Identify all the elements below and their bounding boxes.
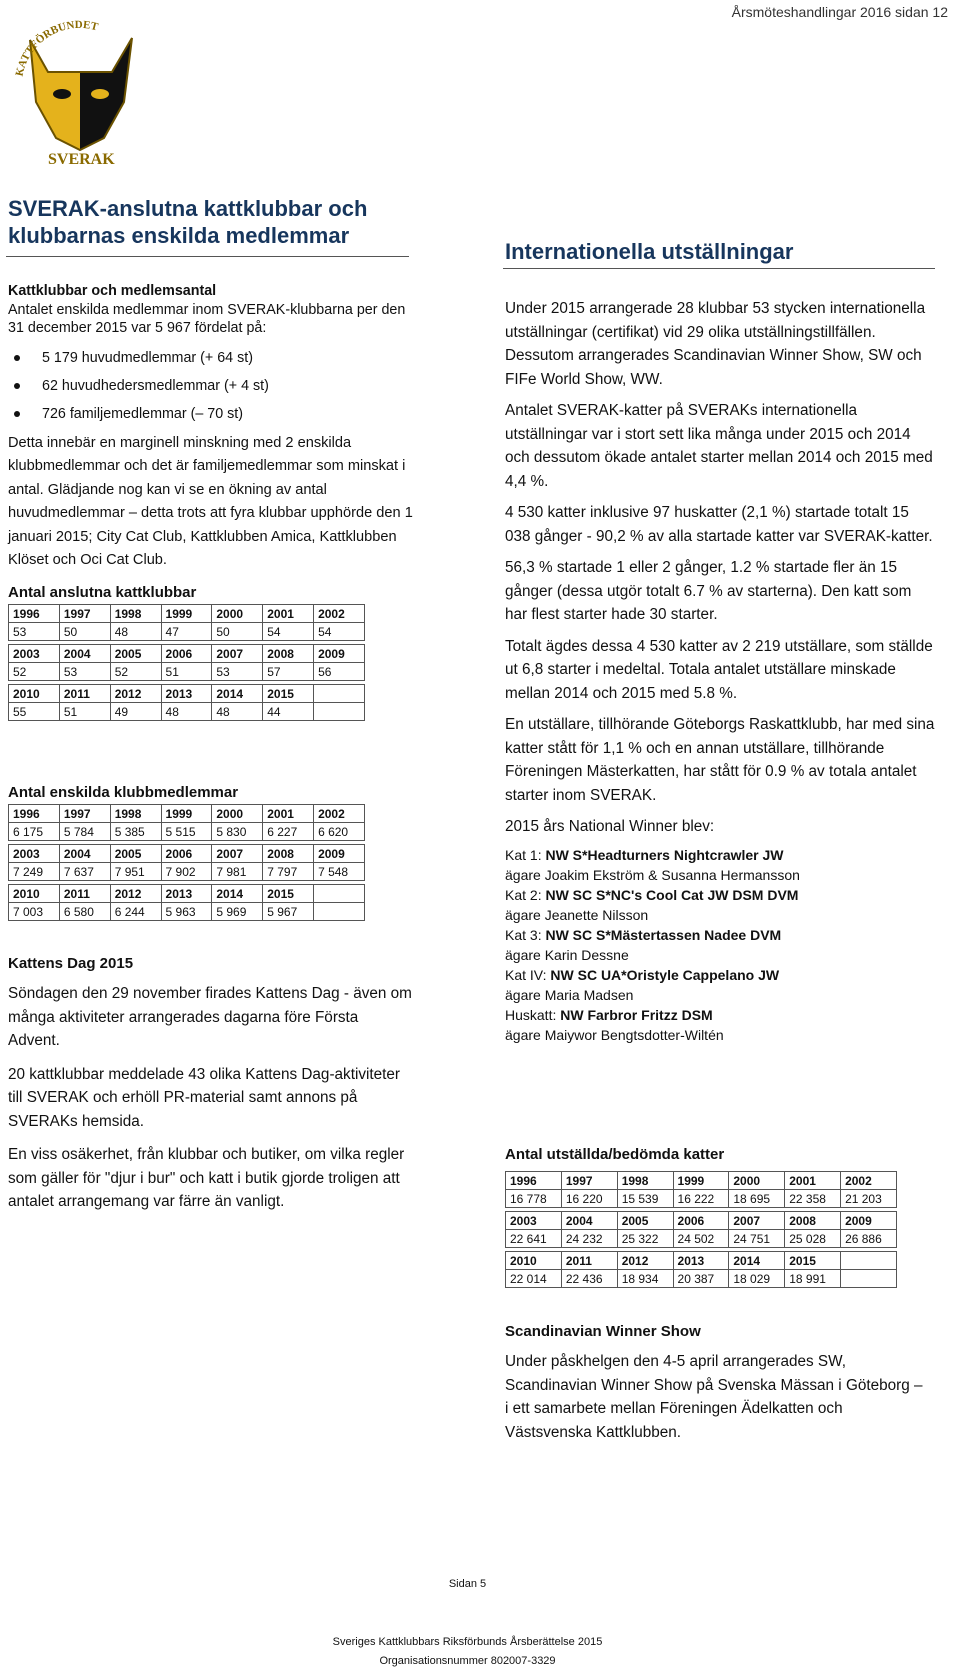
nw-category-label: Kat 3: xyxy=(505,926,546,943)
table-cell: 2010 xyxy=(9,885,60,903)
table-cell: 7 981 xyxy=(212,863,263,881)
table-cell: 21 203 xyxy=(841,1190,897,1208)
member-bullet-list xyxy=(8,344,413,428)
table-cell: 5 967 xyxy=(263,903,314,921)
members-para2: Glädjande nog kan vi se en ökning av antal huvudmedlemmar – detta trots att fyra klubbar upphörde den 1 januari 2015; City Cat Club, Kattklubben Amica, Kattklubben Klöset och Oci Cat Club. xyxy=(8,481,413,568)
table-cell: 2003 xyxy=(506,1212,562,1230)
table-cell: 25 322 xyxy=(617,1230,673,1248)
table-cell: 1996 xyxy=(9,605,60,623)
table-row xyxy=(9,605,365,623)
clubs-table-block xyxy=(8,584,365,721)
table-cell: 48 xyxy=(212,703,263,721)
members-para1: Detta innebär en marginell minskning med 2 enskilda klubbmedlemmar och det är familjemedlemmar som minskat i antal. xyxy=(8,434,406,498)
table-cell: 6 227 xyxy=(263,823,314,841)
table-cell: 18 934 xyxy=(617,1270,673,1288)
table-cell: 2007 xyxy=(212,845,263,863)
international-shows-section xyxy=(505,297,935,1045)
nw-owner: ägare Karin Dessne xyxy=(505,946,629,963)
table-cell: 54 xyxy=(263,623,314,641)
logo-arc-text: KATTFÖRBUNDET xyxy=(13,18,100,78)
table-cell: 50 xyxy=(212,623,263,641)
table-cell: 2003 xyxy=(9,845,60,863)
shown-table-block xyxy=(505,1146,897,1288)
table-row xyxy=(506,1190,897,1208)
table-cell: 2009 xyxy=(314,845,365,863)
table-cell: 7 637 xyxy=(59,863,110,881)
members-paragraph xyxy=(8,432,413,573)
nw-category-label: Huskatt: xyxy=(505,1006,561,1023)
table-cell: 2008 xyxy=(263,645,314,663)
table-row xyxy=(506,1230,897,1248)
table-row xyxy=(9,685,365,703)
table-cell xyxy=(841,1252,897,1270)
table-cell: 2010 xyxy=(506,1252,562,1270)
footer-line2: Organisationsnummer 802007-3329 xyxy=(379,1655,556,1667)
table-cell: 1998 xyxy=(110,805,161,823)
clubs-table-heading: Antal anslutna kattklubbar xyxy=(8,584,197,601)
nw-owner: ägare Maiywor Bengtsdotter-Wiltén xyxy=(505,1026,724,1043)
list-item xyxy=(505,845,935,865)
left-title-line2: klubbarnas enskilda medlemmar xyxy=(8,223,350,248)
table-cell: 2004 xyxy=(561,1212,617,1230)
table-cell: 5 515 xyxy=(161,823,212,841)
table-cell: 2011 xyxy=(59,885,110,903)
table-cell: 2001 xyxy=(263,605,314,623)
table-cell: 2005 xyxy=(617,1212,673,1230)
table-cell: 2014 xyxy=(212,885,263,903)
left-title xyxy=(8,195,408,249)
shown-table xyxy=(505,1171,897,1288)
table-cell: 48 xyxy=(161,703,212,721)
intl-para-4: 56,3 % startade 1 eller 2 gånger, 1.2 % startade fler än 15 gånger (dessa utgör totalt 6.7 % av starterna). Den katt som har flest starter hade 30 starter. xyxy=(505,559,912,623)
table-cell: 2013 xyxy=(161,885,212,903)
list-item: 726 familjemedlemmar (– 70 st) xyxy=(8,400,413,428)
left-title-line1: SVERAK-anslutna kattklubbar och xyxy=(8,196,368,221)
intl-para-5: Totalt ägdes dessa 4 530 katter av 2 219 utställare, som ställde ut 6,8 starter i medeltal. Totala antalet utställare minskade mellan 2014 och 2015 med 5.8 %. xyxy=(505,637,933,702)
table-cell: 1996 xyxy=(506,1172,562,1190)
table-cell: 53 xyxy=(212,663,263,681)
table-cell: 53 xyxy=(59,663,110,681)
footer-line1: Sveriges Kattklubbars Riksförbunds Årsberättelse 2015 xyxy=(332,1636,603,1648)
table-cell: 18 991 xyxy=(785,1270,841,1288)
table-row xyxy=(9,703,365,721)
sverak-logo xyxy=(8,10,148,170)
table-cell: 7 902 xyxy=(161,863,212,881)
table-row xyxy=(9,823,365,841)
table-cell: 7 951 xyxy=(110,863,161,881)
table-cell: 2013 xyxy=(673,1252,729,1270)
table-cell: 7 797 xyxy=(263,863,314,881)
table-cell: 1998 xyxy=(617,1172,673,1190)
intl-para-6: En utställare, tillhörande Göteborgs Raskattklubb, har med sina katter stått för 1,1 % och en annan utställare, tillhörande Föreningen Mästerkatten, har stått för 0.9 % av totala antalet starter inom SVERAK. xyxy=(505,716,935,804)
table-cell: 2002 xyxy=(314,805,365,823)
table-cell: 6 620 xyxy=(314,823,365,841)
table-cell xyxy=(841,1270,897,1288)
table-cell: 1997 xyxy=(561,1172,617,1190)
nw-owner: ägare Jeanette Nilsson xyxy=(505,906,649,923)
table-cell: 18 029 xyxy=(729,1270,785,1288)
table-cell: 2005 xyxy=(110,845,161,863)
table-cell: 1999 xyxy=(673,1172,729,1190)
nw-cat-name: NW Farbror Fritzz DSM xyxy=(560,1006,713,1023)
kattens-dag-section xyxy=(8,955,413,1214)
list-item xyxy=(505,885,935,905)
table-cell: 53 xyxy=(9,623,60,641)
table-cell: 2004 xyxy=(59,845,110,863)
intl-para-1: Under 2015 arrangerade 28 klubbar 53 stycken internationella utställningar (certifikat) vid 29 olika utställningstillfällen. Dessutom arrangerades Scandinavian Winner Show, SW och FIFe World Show, WW. xyxy=(505,300,926,388)
table-row xyxy=(506,1270,897,1288)
right-title-rule xyxy=(503,268,935,269)
cat-mask-logo-icon xyxy=(8,10,148,170)
table-cell: 24 502 xyxy=(673,1230,729,1248)
table-cell: 2015 xyxy=(263,885,314,903)
table-cell: 5 969 xyxy=(212,903,263,921)
table-cell: 1997 xyxy=(59,805,110,823)
table-cell: 5 963 xyxy=(161,903,212,921)
table-cell: 2009 xyxy=(314,645,365,663)
table-row xyxy=(9,863,365,881)
table-cell: 22 358 xyxy=(785,1190,841,1208)
table-cell: 2006 xyxy=(673,1212,729,1230)
table-cell: 2014 xyxy=(729,1252,785,1270)
table-cell: 16 220 xyxy=(561,1190,617,1208)
table-cell: 2001 xyxy=(785,1172,841,1190)
table-cell xyxy=(314,703,365,721)
section-members-intro: Antalet enskilda medlemmar inom SVERAK-klubbarna per den 31 december 2015 var 5 967 fördelat på: xyxy=(8,301,406,336)
table-cell: 2012 xyxy=(110,685,161,703)
table-cell: 52 xyxy=(110,663,161,681)
nw-category-label: Kat 2: xyxy=(505,886,546,903)
table-cell: 48 xyxy=(110,623,161,641)
table-cell: 52 xyxy=(9,663,60,681)
section-members xyxy=(8,282,413,573)
table-cell: 5 784 xyxy=(59,823,110,841)
table-cell: 2007 xyxy=(729,1212,785,1230)
list-item: 5 179 huvudmedlemmar (+ 64 st) xyxy=(8,344,413,372)
table-cell: 1996 xyxy=(9,805,60,823)
table-cell: 5 830 xyxy=(212,823,263,841)
members-table xyxy=(8,804,365,921)
table-cell xyxy=(314,885,365,903)
table-cell: 1999 xyxy=(161,805,212,823)
shown-table-heading: Antal utställda/bedömda katter xyxy=(505,1146,725,1163)
table-cell: 2000 xyxy=(212,605,263,623)
table-cell: 2002 xyxy=(841,1172,897,1190)
sws-heading: Scandinavian Winner Show xyxy=(505,1323,701,1340)
table-cell: 7 003 xyxy=(9,903,60,921)
table-cell: 2000 xyxy=(212,805,263,823)
table-cell: 51 xyxy=(161,663,212,681)
table-row xyxy=(9,885,365,903)
nw-cat-name: NW SC S*Mästertassen Nadee DVM xyxy=(545,926,782,943)
list-item xyxy=(505,1005,935,1025)
section-members-heading: Kattklubbar och medlemsantal xyxy=(8,283,217,299)
national-winner-list xyxy=(505,845,935,1045)
table-cell: 2005 xyxy=(110,645,161,663)
table-cell: 2007 xyxy=(212,645,263,663)
table-cell: 2012 xyxy=(110,885,161,903)
list-item: 62 huvudhedersmedlemmar (+ 4 st) xyxy=(8,372,413,400)
table-row xyxy=(506,1212,897,1230)
table-cell: 7 548 xyxy=(314,863,365,881)
table-cell: 5 385 xyxy=(110,823,161,841)
table-cell: 2011 xyxy=(59,685,110,703)
table-cell: 2010 xyxy=(9,685,60,703)
nw-owner: ägare Maria Madsen xyxy=(505,986,634,1003)
table-cell: 50 xyxy=(59,623,110,641)
table-cell: 6 175 xyxy=(9,823,60,841)
table-row xyxy=(9,645,365,663)
table-cell: 47 xyxy=(161,623,212,641)
kattens-dag-p1: Söndagen den 29 november firades Kattens Dag - även om många aktiviteter arrangerades dagarna före Första Advent. xyxy=(8,985,412,1049)
left-title-rule xyxy=(6,256,409,257)
table-cell: 2001 xyxy=(263,805,314,823)
nw-cat-name: NW SC UA*Oristyle Cappelano JW xyxy=(550,966,780,983)
nw-intro: 2015 års National Winner blev: xyxy=(505,818,715,835)
nw-category-label: Kat 1: xyxy=(505,846,546,863)
table-cell: 2014 xyxy=(212,685,263,703)
table-cell: 15 539 xyxy=(617,1190,673,1208)
table-cell: 26 886 xyxy=(841,1230,897,1248)
table-cell: 1998 xyxy=(110,605,161,623)
table-cell: 2011 xyxy=(561,1252,617,1270)
table-cell: 2013 xyxy=(161,685,212,703)
table-cell: 16 222 xyxy=(673,1190,729,1208)
table-cell: 56 xyxy=(314,663,365,681)
table-row xyxy=(506,1252,897,1270)
table-cell: 16 778 xyxy=(506,1190,562,1208)
table-cell: 2006 xyxy=(161,845,212,863)
table-cell: 25 028 xyxy=(785,1230,841,1248)
table-cell: 6 244 xyxy=(110,903,161,921)
table-row xyxy=(9,845,365,863)
table-cell: 6 580 xyxy=(59,903,110,921)
table-cell: 1999 xyxy=(161,605,212,623)
kattens-dag-p2: 20 kattklubbar meddelade 43 olika Kattens Dag-aktiviteter till SVERAK och erhöll PR-material samt annons på SVERAKs hemsida. xyxy=(8,1065,400,1130)
clubs-table xyxy=(8,604,365,721)
nw-owner: ägare Joakim Ekström & Susanna Hermansson xyxy=(505,866,800,883)
kattens-dag-p3: En viss osäkerhet, från klubbar och butiker, om vilka regler som gäller för "djur i bur" och katt i butik gjorde troligen att antalet arrangemang var färre än vanligt. xyxy=(8,1146,405,1210)
page-header-label: Årsmöteshandlingar 2016 sidan 12 xyxy=(731,4,948,20)
page-number: Sidan 5 xyxy=(448,1578,487,1590)
members-table-block xyxy=(8,784,365,921)
table-cell: 20 387 xyxy=(673,1270,729,1288)
kattens-dag-heading: Kattens Dag 2015 xyxy=(8,955,134,972)
table-cell: 44 xyxy=(263,703,314,721)
nw-cat-name: NW SC S*NC's Cool Cat JW DSM DVM xyxy=(545,886,799,903)
table-cell: 2006 xyxy=(161,645,212,663)
table-cell: 24 751 xyxy=(729,1230,785,1248)
table-row xyxy=(9,805,365,823)
table-cell: 2009 xyxy=(841,1212,897,1230)
table-cell xyxy=(314,685,365,703)
table-cell: 51 xyxy=(59,703,110,721)
nw-category-label: Kat IV: xyxy=(505,966,551,983)
intl-para-3: 4 530 katter inklusive 97 huskatter (2,1 %) startade totalt 15 038 gånger - 90,2 % av alla startade katter var SVERAK-katter. xyxy=(505,504,933,545)
table-cell xyxy=(314,903,365,921)
nw-cat-name: NW S*Headturners Nightcrawler JW xyxy=(545,846,784,863)
table-cell: 22 014 xyxy=(506,1270,562,1288)
table-cell: 54 xyxy=(314,623,365,641)
table-cell: 57 xyxy=(263,663,314,681)
table-row xyxy=(9,903,365,921)
table-cell: 18 695 xyxy=(729,1190,785,1208)
table-row xyxy=(9,623,365,641)
list-item xyxy=(505,965,935,985)
sws-text: Under påskhelgen den 4-5 april arrangerades SW, Scandinavian Winner Show på Svenska Mässan i Göteborg – i ett samarbete mellan Föreningen Ädelkatten och Västsvenska Kattklubben. xyxy=(505,1353,923,1441)
table-cell: 2008 xyxy=(785,1212,841,1230)
table-cell: 2015 xyxy=(785,1252,841,1270)
right-title: Internationella utställningar xyxy=(505,239,794,264)
table-cell: 22 436 xyxy=(561,1270,617,1288)
list-item xyxy=(505,925,935,945)
table-cell: 2003 xyxy=(9,645,60,663)
intl-para-2: Antalet SVERAK-katter på SVERAKs internationella utställningar var i stort sett lika många under 2015 och 2014 och dessutom ökade antalet starter mellan 2014 och 2015 med 4,4 %. xyxy=(505,402,933,490)
table-cell: 22 641 xyxy=(506,1230,562,1248)
table-row xyxy=(506,1172,897,1190)
table-cell: 2008 xyxy=(263,845,314,863)
table-row xyxy=(9,663,365,681)
table-cell: 49 xyxy=(110,703,161,721)
logo-bottom-text: SVERAK xyxy=(48,151,115,168)
table-cell: 2000 xyxy=(729,1172,785,1190)
table-cell: 24 232 xyxy=(561,1230,617,1248)
table-cell: 2002 xyxy=(314,605,365,623)
table-cell: 2004 xyxy=(59,645,110,663)
members-table-heading: Antal enskilda klubbmedlemmar xyxy=(8,784,239,801)
table-cell: 1997 xyxy=(59,605,110,623)
table-cell: 2012 xyxy=(617,1252,673,1270)
table-cell: 2015 xyxy=(263,685,314,703)
table-cell: 55 xyxy=(9,703,60,721)
sws-section xyxy=(505,1323,925,1444)
table-cell: 7 249 xyxy=(9,863,60,881)
